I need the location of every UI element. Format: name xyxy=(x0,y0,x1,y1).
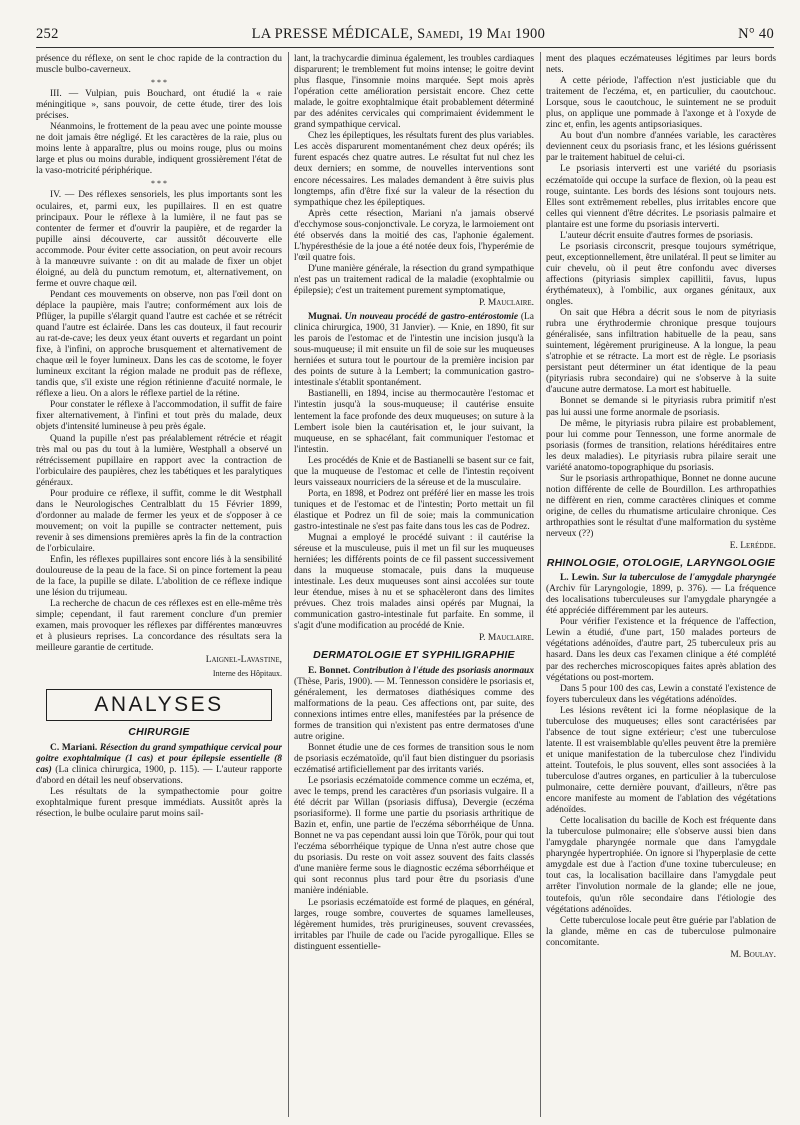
abstract-entry xyxy=(294,666,534,743)
paragraph: Les procédés de Knie et de Bastianelli se basent sur ce fait, que la muqueuse de l'estomac et celle de l'intestin reçoivent leurs vaisseaux nourriciers de la séreuse et de la musculaire. xyxy=(294,455,534,488)
abstract-text: (La clinica chirurgica, 1900, 31 Janvier). — Knie, en 1890, fit sur les parois de l'estomac et de l'intestin une incision jusqu'à la sous-muqueuse; il mit ensuite un fil de soie sur les muqueuses herniées et sutura tout le pourtour de la première incision par des points de suture à la Lembert; la communication gastro-intestinale s'établit spontanément. xyxy=(294,312,534,389)
paragraph: Bastianelli, en 1894, incise au thermocautère l'estomac et l'intestin jusqu'à la sous-muqueuse; il cautérise ensuite lentement la face profonde des deux muqueuses; on suture à la Lembert isole bien la cautérisation et, le jour suivant, la muqueuse, en se sphacélant, fait communiquer l'estomac et l'intestin. xyxy=(294,389,534,455)
column-divider xyxy=(540,52,541,1117)
column-3 xyxy=(546,54,776,1117)
abstract-entry xyxy=(36,743,282,787)
abstract-title: Résection du grand sympathique cervical pour goitre exophtalmique (1 cas) et pour épilepsie essentielle (8 cas) xyxy=(36,742,282,775)
paragraph: A cette période, l'affection n'est justiciable que du traitement de l'eczéma, et, en particulier, du caoutchouc. Lorsque, sous le caoutchouc, le suintement ne se produit plus, on applique une pommade à l'axonge et à l'oxyde de zinc et, enfin, les agents antipsoriasiques. xyxy=(546,76,776,131)
paragraph: Bonnet étudie une de ces formes de transition sous le nom de psoriasis eczématoïde, qu'il faut bien distinguer du psoriasis eczématisé artificiellement par des irritants variés. xyxy=(294,742,534,775)
section-separator: * * * xyxy=(151,179,167,189)
abstract-text: (Thèse, Paris, 1900). — M. Tennesson considère le psoriasis et, généralement, les dermatoses diathésiques comme des malformations de la peau. Ces affections ont, par suite, des connexions intimes entre elles, manifestées par la présence de formes de transition qui n'existent pas entre dermatoses d'une autre origine. xyxy=(294,676,534,742)
author-signature: P. Mauclaire. xyxy=(478,298,534,309)
paragraph: Cette tuberculose locale peut être guérie par l'ablation de la glande, même en cas de tuberculose pulmonaire concomitante. xyxy=(546,915,776,948)
author-signature: M. Boulay. xyxy=(730,949,776,960)
paragraph: De même, le pityriasis rubra pilaire est probablement, pour lui comme pour Tennesson, une forme anormale de psoriasis (formes de transition, relations héréditaires entre les deux maladies). Le pityriasis rubra pilaire serait une variété anatomo-topographique du psoriasis. xyxy=(546,418,776,473)
abstract-title: Un nouveau procédé de gastro-entérostomie xyxy=(344,312,519,323)
paragraph: Bonnet se demande si le pityriasis rubra primitif n'est pas lui aussi une forme anormale de psoriasis. xyxy=(546,396,776,418)
paragraph: La recherche de chacun de ces réflexes est en elle-même très simple; cependant, il faut rarement conclure d'un premier examen, mais provoquer les réflexes par différentes manœuvres et à plusieurs reprises. La concordance des résultats sera la meilleure garantie de certitude. xyxy=(36,599,282,654)
paragraph: Après cette résection, Mariani n'a jamais observé d'ecchymose sous-conjonctivale. Le coryza, le larmoiement ont été observés dans la moitié des cas, l'aphonie également. L'hypéresthésie de la joue a été notée deux fois, l'hyperémie de l'œil quatre fois. xyxy=(294,208,534,263)
paragraph: Cette localisation du bacille de Koch est fréquente dans la tuberculose pulmonaire; elle s'observe aussi bien dans l'amygdale pharyngée normale que dans l'amygdale pharyngée hypertrophiée. On ignore si l'hyperplasie de cette amygdale est due à l'action d'une toxine tuberculeuse; en tout cas, la localisation bacillaire dans l'amygdale peut arrêter l'involution normale de la glande; elle ne joue, toutefois, qu'un rôle secondaire dans l'étiologie des végétations adénoïdes. xyxy=(546,816,776,915)
paragraph: L'auteur décrit ensuite d'autres formes de psoriasis. xyxy=(560,230,753,241)
paragraph: Pour vérifier l'existence et la fréquence de l'affection, Lewin a étudié, d'une part, 150 malades porteurs de végétations adénoïdes, d'autre part, 25 tuberculeux pris au hasard. Dans les deux cas l'examen clinique a été complété par des recherches microscopiques faites après ablation des végétations ou post-mortem. xyxy=(546,617,776,683)
author-signature: Laignel-Lavastine, xyxy=(205,655,282,666)
abstract-title: Contribution à l'étude des psoriasis anormaux xyxy=(352,665,534,676)
abstract-author: C. Mariani. xyxy=(50,742,98,753)
section-heading: CHIRURGIE xyxy=(128,726,190,739)
paragraph: Sur le psoriasis arthropathique, Bonnet ne donne aucune notion différente de celle de Bourdillon. Les arthropathies ne diffèrent en rien, comme caractères cliniques et comme origine, de celles du rhumatisme articulaire chronique. Ces arthropathies sont le résultat d'une malformation du système nerveux (??) xyxy=(546,473,776,540)
paragraph: Mugnai a employé le procédé suivant : il cautérise la séreuse et la musculeuse, puis il met un fil sur les muqueuses herniées; les différents points de ce fil passent successivement dans la muqueuse stomacale, puis dans la muqueuse intestinale. Les deux muqueuses sont ainsi accolées sur toute leur étendue, mises à nu et se sphacèleront dans des limites prévues. Chez trois malades ainsi opérés par Mugnai, la communication gastro-intestinale fut parfaite. En somme, il s'agit d'une modification au procédé de Knie. xyxy=(294,533,534,632)
issue-number: N° 40 xyxy=(738,26,774,42)
paragraph: III. — Vulpian, puis Bouchard, ont étudié la « raie méningitique », sans pouvoir, de cette étude, tirer des lois précises. xyxy=(36,89,282,122)
abstract-text: (Archiv für Laryngologie, 1899, p. 376). — La fréquence des localisations tuberculeuses sur l'amygdale pharyngée a été appréciée différemment par les auteurs. xyxy=(546,584,776,617)
column-divider xyxy=(288,52,289,1117)
paragraph: Au bout d'un nombre d'années variable, les caractères deviennent ceux du psoriasis franc, et les lésions guérissent par le traitement habituel de celui-ci. xyxy=(546,131,776,164)
paragraph: Quand la pupille n'est pas préalablement rétrécie et réagit très mal ou pas du tout à la lumière, Westphall a observé un rétrécissement pupillaire en rapport avec la contraction de l'orbiculaire des paupières, chez les tabétiques et les paralytiques généraux. xyxy=(36,433,282,488)
paragraph: On sait que Hébra a décrit sous le nom de pityriasis rubra une érythrodermie chronique presque toujours généralisée, sans infiltration habituelle de la peau, sans suintement, légèrement prurigineuse. A la longue, la peau s'atrophie et se rétracte. La mort est de règle. Le psoriasis persistant peut déterminer un état identique de la peau (pityriasis rubra secondaire) qui ne s'observe à la suite d'aucune autre dermatose. La mort est habituelle. xyxy=(546,308,776,396)
abstract-author: Mugnai. xyxy=(308,312,342,323)
header-rule xyxy=(36,47,774,48)
abstract-entry xyxy=(294,312,534,389)
section-heading: DERMATOLOGIE ET SYPHILIGRAPHIE xyxy=(313,649,515,662)
paragraph: Chez les épileptiques, les résultats furent des plus variables. Les accès disparurent momentanément chez deux opérés; ils furent espacés chez quatre autres. Le résultat fut nul chez les deux derniers; en somme, de nouvelles interventions sont encore nécessaires. Les malades demandent à être suivis plus longtemps, afin d'être fixé sur la valeur de la résection du sympathique chez les épileptiques. xyxy=(294,131,534,208)
paragraph: D'une manière générale, la résection du grand sympathique n'est pas un traitement radical de la maladie (exophtalmie ou épilepsie); c'est un traitement purement symptomatique, xyxy=(294,263,534,296)
section-heading: RHINOLOGIE, OTOLOGIE, LARYNGOLOGIE xyxy=(546,557,776,570)
author-title: Interne des Hôpitaux. xyxy=(212,669,282,679)
paragraph: lant, la trachycardie diminua également, les troubles cardiaques disparurent; le tremblement fut moins intense; le goitre devint plus flasque, l'insomnie moins marquée. Sept mois après l'opération cette amélioration persistait encore. Chez cette malade, le goitre exophtalmique était probablement déterminé par des adénites cervicales qui comprimaient évidemment le grand sympathique cervical. xyxy=(294,54,534,131)
paragraph: Le psoriasis interverti est une variété du psoriasis eczématoïde qui occupe la surface de flexion, où la peau est rouge, suintante. Les bords des lésions sont toujours nets. Elles sont extrêmement rebelles, plus irritables encore que celles qui viennent d'être décrites. Le psoriasis palmaire et plantaire est une forme du psoriasis interverti. xyxy=(546,164,776,230)
author-signature: E. Lerédde. xyxy=(729,541,776,552)
paragraph: ment des plaques eczémateuses légitimes par leurs bords nets. xyxy=(546,54,776,76)
paragraph: Dans 5 pour 100 des cas, Lewin a constaté l'existence de foyers tuberculeux dans les végétations adénoïdes. xyxy=(546,683,776,705)
paragraph: Pendant ces mouvements on observe, non pas l'œil dont on déplace la paupière, mais l'autre; conformément aux lois de Pflüger, la pupille s'élargit quand l'autre est cachée et se rétrécit quand l'autre est éclairée. Dans les cas douteux, il faut recourir au rat-de-cave; les deux yeux étant ouverts et regardant un point fixe, à l'infini, on approche brusquement et alternativement de chaque œil le foyer lumineux. Dans les cas de scotome, le foyer lumineux excitant la région malade ne produit pas de réflexe, tandis que, s'il existe une région rétinienne d'acuité normale, le réflexe a lieu. On a alors le réflexe partiel de la rétine. xyxy=(36,289,282,400)
paragraph: Le psoriasis eczématoïde est formé de plaques, en général, larges, rouge sombre, couvertes de squames lamelleuses, légèrement humides, très prurigineuses, souvent crevassées, irritables par l'huile de cade ou l'acide pyrogallique. Elles se distinguent essentielle- xyxy=(294,897,534,952)
author-signature: P. Mauclaire. xyxy=(478,633,534,644)
analyses-heading: ANALYSES xyxy=(46,689,272,721)
paragraph: Pour constater le réflexe à l'accommodation, il suffit de faire fixer alternativement, à l'infini et tout près du malade, deux objets d'intensité lumineuse à peu près égale. xyxy=(36,400,282,433)
journal-title: LA PRESSE MÉDICALE, Samedi, 19 Mai 1900 xyxy=(251,26,546,42)
paragraph: Enfin, les réflexes pupillaires sont encore liés à la sensibilité douloureuse de la peau de la face. Si on pince fortement la peau de la face, la pupille se dilate. L'abolition de ce réflexe indique une lésion du trijumeau. xyxy=(36,555,282,599)
paragraph: Porta, en 1898, et Podrez ont préféré lier en masse les trois tuniques et de l'estomac et de l'intestin; Porto mettait un fil élastique et Podrez un fil de soie; mais la communication gastro-intestinale ne s'est pas faite dans tous les cas de Podrez. xyxy=(294,488,534,532)
paragraph: Le psoriasis circonscrit, presque toujours symétrique, peut, exceptionnellement, être unilatéral. Il peut se limiter au cuir chevelu, où il peut être confondu avec diverses affections (pityriasis simplex capillitii, favus, lupus érythémateux), à l'ombilic, aux organes génitaux, aux ongles. xyxy=(546,241,776,308)
abstract-author: E. Bonnet. xyxy=(308,665,351,676)
column-2 xyxy=(294,54,534,1117)
abstract-author: L. Lewin. xyxy=(560,573,600,584)
page-header xyxy=(36,26,774,46)
abstract-entry xyxy=(546,573,776,617)
paragraph: Les lésions revêtent ici la forme néoplasique de la tuberculose des muqueuses; elles sont caractérisées par l'absence de tout signe extérieur; c'est une tuberculose latente. Il est vraisemblable qu'elles peuvent être la première et unique manifestation de la tuberculose chez l'individu atteint. Toutefois, le plus souvent, elles sont associées à la tuberculose d'autres organes, en particulier à la tuberculose pulmonaire, cette dernière pouvant, d'ailleurs, n'être pas encore manifeste au moment de l'ablation des végétations adénoïdes. xyxy=(546,705,776,816)
paragraph: IV. — Des réflexes sensoriels, les plus importants sont les oculaires, et, parmi eux, les pupillaires. Il en est quatre principaux. Pour le réflexe à la lumière, il ne faut pas se contenter de fermer et d'ouvrir la paupière, et de regarder la pupille ainsi découverte, car aussitôt découverte elle accommode. Pour éviter cette association, on peut avoir recours à la manœuvre suivante : on dit au malade de fixer un objet éloigné, au delà du punctum remotum, et, alternativement, on ferme et ouvre chaque œil. xyxy=(36,190,282,289)
abstract-title: Sur la tuberculose de l'amygdale pharyngée xyxy=(602,573,776,584)
abstract-text: (La clinica chirurgica, 1900, p. 115). — L'auteur rapporte d'abord en détail les neuf observations. xyxy=(36,764,282,786)
paragraph: Les résultats de la sympathectomie pour goitre exophtalmique furent presque immédiats. Aussitôt après la résection, le bulbe oculaire parut moins sail- xyxy=(36,786,282,819)
column-1 xyxy=(36,54,282,1117)
paragraph: Néanmoins, le frottement de la peau avec une pointe mousse ne doit jamais être négligé. Et les caractères de la raie, plus ou moins lente à apparaître, plus ou moins rouge, plus ou moins large et plus ou moins durable, indiquent grossièrement l'état de la vaso-motricité périphérique. xyxy=(36,122,282,177)
paragraph: Pour produire ce réflexe, il suffit, comme le dit Westphall dans le Neurologisches Centralblatt du 15 Février 1899, d'ordonner au malade de fermer les yeux et de s'opposer à ce mouvement; on voit la pupille se contracter nettement, puis revenir à ses dimensions premières après la fin de la contraction de l'orbiculaire. xyxy=(36,488,282,554)
paragraph: Le psoriasis eczématoïde commence comme un eczéma, et, avec le temps, prend les caractères d'un psoriasis vulgaire. Il a été décrit par Willan (psoriasis diffusa), Devergie (eczéma psoriasiforme). Il forme une partie du psoriasis arthritique de Bazin et, enfin, une partie de l'eczéma séborrhéique de Unna. Bonnet ne va pas cependant aussi loin que Török, pour qui tout l'eczéma séborrhéique typique de Unna n'est autre chose que du psoriasis. Du reste on voit assez souvent des faits classés d'une manière ferme sous le diagnostic eczéma séborrhéique et qui sont reconnus plus tard pour être du psoriasis d'une manière indéniable. xyxy=(294,776,534,897)
section-separator: * * * xyxy=(151,78,167,88)
paragraph: présence du réflexe, on sent le choc rapide de la contraction du muscle bulbo-caverneux. xyxy=(36,54,282,76)
page-number: 252 xyxy=(36,26,59,42)
